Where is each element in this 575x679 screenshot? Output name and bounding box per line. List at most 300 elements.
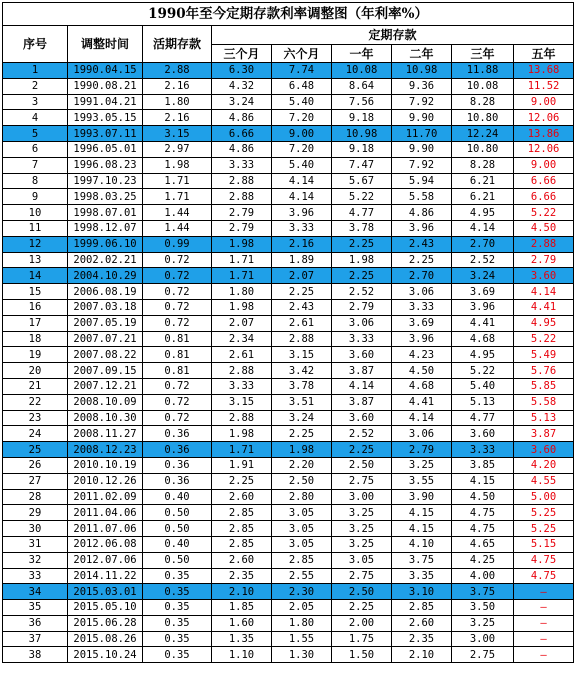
cell-6m: 3.05 [272,536,332,552]
cell-5y: 5.13 [514,410,574,426]
cell-index: 12 [3,236,68,252]
cell-2y: 2.43 [392,236,452,252]
cell-3m: 1.71 [212,442,272,458]
cell-date: 1991.04.21 [68,94,143,110]
cell-6m: 1.89 [272,252,332,268]
cell-index: 16 [3,299,68,315]
cell-date: 1997.10.23 [68,173,143,189]
cell-demand: 0.81 [143,331,212,347]
cell-2y: 9.36 [392,78,452,94]
header-term-3m: 三个月 [212,45,272,63]
cell-index: 34 [3,584,68,600]
cell-1y: 9.18 [332,141,392,157]
cell-3y: 6.21 [452,173,514,189]
cell-3y: 4.95 [452,205,514,221]
cell-2y: 4.15 [392,505,452,521]
cell-3m: 1.71 [212,252,272,268]
cell-3m: 3.33 [212,157,272,173]
cell-6m: 1.55 [272,631,332,647]
cell-2y: 4.68 [392,378,452,394]
header-fixed-group: 定期存款 [212,26,574,45]
cell-2y: 3.96 [392,220,452,236]
cell-5y: 5.49 [514,347,574,363]
header-term-3y: 三年 [452,45,514,63]
cell-6m: 2.16 [272,236,332,252]
cell-index: 7 [3,157,68,173]
cell-3m: 2.79 [212,205,272,221]
cell-3y: 4.15 [452,473,514,489]
cell-1y: 1.75 [332,631,392,647]
cell-3y: 2.70 [452,236,514,252]
cell-5y: 5.25 [514,521,574,537]
cell-index: 19 [3,347,68,363]
cell-date: 2007.08.22 [68,347,143,363]
cell-index: 13 [3,252,68,268]
table-row [3,505,574,521]
cell-1y: 1.98 [332,252,392,268]
cell-index: 15 [3,284,68,300]
cell-index: 36 [3,615,68,631]
table-row [3,220,574,236]
cell-index: 18 [3,331,68,347]
cell-3y: 6.21 [452,189,514,205]
cell-3m: 1.60 [212,615,272,631]
table-row [3,252,574,268]
cell-6m: 3.24 [272,410,332,426]
cell-index: 38 [3,647,68,663]
cell-3y: 4.68 [452,331,514,347]
cell-1y: 3.00 [332,489,392,505]
cell-1y: 3.25 [332,505,392,521]
cell-index: 6 [3,141,68,157]
cell-index: 25 [3,442,68,458]
cell-5y: – [514,647,574,663]
cell-2y: 3.90 [392,489,452,505]
cell-demand: 0.50 [143,552,212,568]
table-row [3,141,574,157]
cell-date: 2002.02.21 [68,252,143,268]
cell-6m: 1.98 [272,442,332,458]
cell-date: 1993.07.11 [68,126,143,142]
cell-demand: 1.80 [143,94,212,110]
cell-3m: 4.86 [212,141,272,157]
cell-date: 2012.06.08 [68,536,143,552]
cell-demand: 0.36 [143,473,212,489]
cell-3y: 2.52 [452,252,514,268]
cell-index: 27 [3,473,68,489]
cell-3m: 2.60 [212,489,272,505]
cell-1y: 2.00 [332,615,392,631]
cell-index: 8 [3,173,68,189]
cell-demand: 0.72 [143,315,212,331]
cell-index: 24 [3,426,68,442]
cell-date: 2012.07.06 [68,552,143,568]
cell-index: 14 [3,268,68,284]
cell-6m: 5.40 [272,157,332,173]
cell-1y: 9.18 [332,110,392,126]
cell-1y: 2.25 [332,236,392,252]
cell-date: 2008.10.30 [68,410,143,426]
cell-2y: 7.92 [392,94,452,110]
cell-3m: 4.86 [212,110,272,126]
cell-3y: 5.13 [452,394,514,410]
table-row [3,615,574,631]
cell-index: 4 [3,110,68,126]
cell-2y: 2.60 [392,615,452,631]
cell-3y: 3.33 [452,442,514,458]
cell-3m: 2.07 [212,315,272,331]
cell-3m: 1.98 [212,426,272,442]
cell-demand: 0.72 [143,268,212,284]
cell-3m: 2.85 [212,536,272,552]
cell-2y: 3.06 [392,284,452,300]
cell-5y: 5.22 [514,331,574,347]
table-row [3,284,574,300]
cell-demand: 0.35 [143,615,212,631]
cell-5y: 13.68 [514,63,574,79]
cell-6m: 2.07 [272,268,332,284]
cell-5y: 5.22 [514,205,574,221]
cell-index: 30 [3,521,68,537]
cell-5y: 4.41 [514,299,574,315]
cell-1y: 4.77 [332,205,392,221]
cell-2y: 4.50 [392,363,452,379]
cell-index: 31 [3,536,68,552]
cell-date: 1996.08.23 [68,157,143,173]
cell-index: 20 [3,363,68,379]
cell-3y: 3.25 [452,615,514,631]
cell-1y: 3.33 [332,331,392,347]
cell-1y: 1.50 [332,647,392,663]
table-row [3,110,574,126]
cell-2y: 4.15 [392,521,452,537]
cell-6m: 2.05 [272,600,332,616]
cell-date: 2008.10.09 [68,394,143,410]
table-row [3,521,574,537]
cell-6m: 3.51 [272,394,332,410]
cell-index: 9 [3,189,68,205]
cell-3m: 2.35 [212,568,272,584]
cell-1y: 2.79 [332,299,392,315]
table-row [3,363,574,379]
cell-5y: 9.00 [514,157,574,173]
cell-3m: 2.60 [212,552,272,568]
cell-2y: 11.70 [392,126,452,142]
cell-2y: 2.25 [392,252,452,268]
table-row [3,189,574,205]
cell-6m: 6.48 [272,78,332,94]
cell-5y: 5.25 [514,505,574,521]
cell-5y: 11.52 [514,78,574,94]
cell-2y: 5.94 [392,173,452,189]
cell-5y: 3.87 [514,426,574,442]
table-row [3,647,574,663]
cell-demand: 0.36 [143,457,212,473]
cell-demand: 0.72 [143,284,212,300]
cell-2y: 10.98 [392,63,452,79]
cell-2y: 4.41 [392,394,452,410]
cell-6m: 2.25 [272,426,332,442]
cell-index: 21 [3,378,68,394]
cell-3m: 2.10 [212,584,272,600]
cell-1y: 3.05 [332,552,392,568]
cell-demand: 2.16 [143,110,212,126]
table-row [3,584,574,600]
cell-3y: 8.28 [452,157,514,173]
cell-index: 2 [3,78,68,94]
cell-index: 11 [3,220,68,236]
cell-5y: – [514,631,574,647]
cell-demand: 0.35 [143,584,212,600]
cell-5y: 3.60 [514,442,574,458]
cell-5y: 4.95 [514,315,574,331]
cell-3y: 3.24 [452,268,514,284]
cell-3y: 10.80 [452,110,514,126]
cell-1y: 3.78 [332,220,392,236]
cell-6m: 3.15 [272,347,332,363]
cell-demand: 2.16 [143,78,212,94]
cell-date: 2007.03.18 [68,299,143,315]
cell-1y: 4.14 [332,378,392,394]
cell-index: 23 [3,410,68,426]
cell-date: 2004.10.29 [68,268,143,284]
cell-3m: 2.88 [212,363,272,379]
cell-3y: 4.25 [452,552,514,568]
cell-6m: 3.33 [272,220,332,236]
cell-5y: 4.75 [514,552,574,568]
cell-index: 26 [3,457,68,473]
cell-date: 1998.03.25 [68,189,143,205]
cell-index: 32 [3,552,68,568]
cell-index: 10 [3,205,68,221]
cell-index: 3 [3,94,68,110]
cell-5y: 4.20 [514,457,574,473]
table-row [3,378,574,394]
cell-1y: 2.50 [332,584,392,600]
header-term-6m: 六个月 [272,45,332,63]
cell-3m: 4.32 [212,78,272,94]
cell-1y: 7.47 [332,157,392,173]
cell-1y: 3.87 [332,363,392,379]
cell-date: 1993.05.15 [68,110,143,126]
cell-demand: 0.50 [143,505,212,521]
cell-3m: 6.66 [212,126,272,142]
cell-6m: 3.42 [272,363,332,379]
interest-rate-table [2,2,574,663]
cell-index: 35 [3,600,68,616]
cell-5y: 6.66 [514,189,574,205]
table-row [3,473,574,489]
cell-3m: 6.30 [212,63,272,79]
cell-1y: 3.25 [332,536,392,552]
cell-1y: 5.67 [332,173,392,189]
cell-demand: 0.36 [143,442,212,458]
cell-5y: 5.58 [514,394,574,410]
table-row [3,173,574,189]
cell-3m: 2.34 [212,331,272,347]
cell-3m: 3.24 [212,94,272,110]
cell-2y: 3.06 [392,426,452,442]
cell-date: 2010.12.26 [68,473,143,489]
cell-1y: 10.08 [332,63,392,79]
header-term-2y: 二年 [392,45,452,63]
cell-5y: – [514,584,574,600]
cell-6m: 1.80 [272,615,332,631]
cell-index: 1 [3,63,68,79]
cell-demand: 0.99 [143,236,212,252]
cell-3m: 3.33 [212,378,272,394]
cell-3y: 4.65 [452,536,514,552]
cell-1y: 2.25 [332,600,392,616]
cell-6m: 4.14 [272,189,332,205]
cell-3y: 3.60 [452,426,514,442]
cell-1y: 2.52 [332,284,392,300]
cell-demand: 0.81 [143,363,212,379]
cell-3m: 1.91 [212,457,272,473]
cell-date: 2014.11.22 [68,568,143,584]
table-row [3,600,574,616]
table-row [3,568,574,584]
cell-5y: 5.00 [514,489,574,505]
cell-3m: 2.88 [212,410,272,426]
cell-demand: 0.35 [143,647,212,663]
cell-5y: 5.15 [514,536,574,552]
cell-3m: 3.15 [212,394,272,410]
cell-2y: 3.10 [392,584,452,600]
cell-index: 37 [3,631,68,647]
cell-3m: 1.98 [212,299,272,315]
cell-date: 2015.08.26 [68,631,143,647]
cell-3y: 4.50 [452,489,514,505]
cell-1y: 2.75 [332,568,392,584]
cell-date: 2015.03.01 [68,584,143,600]
cell-index: 28 [3,489,68,505]
cell-3m: 2.88 [212,173,272,189]
cell-demand: 0.72 [143,378,212,394]
cell-5y: 12.06 [514,141,574,157]
cell-3y: 4.75 [452,505,514,521]
cell-date: 2007.09.15 [68,363,143,379]
cell-demand: 0.72 [143,410,212,426]
cell-date: 1990.08.21 [68,78,143,94]
cell-demand: 0.35 [143,600,212,616]
cell-demand: 0.35 [143,631,212,647]
table-row [3,394,574,410]
table-row [3,426,574,442]
table-row [3,236,574,252]
cell-6m: 2.85 [272,552,332,568]
cell-2y: 3.25 [392,457,452,473]
cell-date: 2008.12.23 [68,442,143,458]
cell-date: 2015.06.28 [68,615,143,631]
header-demand: 活期存款 [143,26,212,63]
cell-3y: 3.69 [452,284,514,300]
cell-2y: 3.75 [392,552,452,568]
cell-5y: 2.88 [514,236,574,252]
cell-3y: 3.75 [452,584,514,600]
cell-1y: 3.06 [332,315,392,331]
cell-5y: – [514,615,574,631]
cell-3y: 5.22 [452,363,514,379]
cell-1y: 2.50 [332,457,392,473]
header-term-5y: 五年 [514,45,574,63]
cell-6m: 3.05 [272,505,332,521]
table-row [3,205,574,221]
cell-demand: 0.72 [143,252,212,268]
cell-5y: 3.60 [514,268,574,284]
cell-1y: 3.60 [332,410,392,426]
cell-demand: 1.44 [143,220,212,236]
cell-1y: 7.56 [332,94,392,110]
cell-3y: 2.75 [452,647,514,663]
cell-demand: 0.50 [143,521,212,537]
cell-3m: 1.71 [212,268,272,284]
cell-date: 2007.07.21 [68,331,143,347]
cell-2y: 2.79 [392,442,452,458]
cell-5y: 4.50 [514,220,574,236]
cell-6m: 1.30 [272,647,332,663]
cell-6m: 2.30 [272,584,332,600]
cell-2y: 2.85 [392,600,452,616]
table-row [3,315,574,331]
table-row [3,631,574,647]
cell-3m: 1.35 [212,631,272,647]
cell-date: 1996.05.01 [68,141,143,157]
table-row [3,410,574,426]
cell-2y: 3.55 [392,473,452,489]
cell-3m: 1.10 [212,647,272,663]
cell-demand: 0.72 [143,299,212,315]
cell-3y: 11.88 [452,63,514,79]
cell-demand: 0.81 [143,347,212,363]
cell-date: 1998.07.01 [68,205,143,221]
cell-3m: 1.85 [212,600,272,616]
cell-demand: 0.40 [143,489,212,505]
cell-6m: 2.55 [272,568,332,584]
cell-6m: 3.05 [272,521,332,537]
cell-6m: 9.00 [272,126,332,142]
cell-5y: 9.00 [514,94,574,110]
cell-2y: 7.92 [392,157,452,173]
table-row [3,331,574,347]
cell-3m: 2.88 [212,189,272,205]
header-index: 序号 [3,26,68,63]
table-title: 1990年至今定期存款利率调整图（年利率%） [3,3,574,26]
cell-5y: 5.85 [514,378,574,394]
cell-2y: 3.33 [392,299,452,315]
cell-date: 2011.04.06 [68,505,143,521]
cell-5y: 4.55 [514,473,574,489]
cell-6m: 4.14 [272,173,332,189]
cell-index: 22 [3,394,68,410]
cell-3m: 1.80 [212,284,272,300]
cell-2y: 3.96 [392,331,452,347]
cell-6m: 7.74 [272,63,332,79]
cell-2y: 3.69 [392,315,452,331]
cell-1y: 10.98 [332,126,392,142]
cell-2y: 4.14 [392,410,452,426]
header-date: 调整时间 [68,26,143,63]
table-row [3,536,574,552]
cell-2y: 5.58 [392,189,452,205]
cell-demand: 1.98 [143,157,212,173]
cell-6m: 2.20 [272,457,332,473]
cell-6m: 2.25 [272,284,332,300]
cell-5y: – [514,600,574,616]
cell-1y: 5.22 [332,189,392,205]
cell-3m: 2.85 [212,521,272,537]
table-row [3,457,574,473]
